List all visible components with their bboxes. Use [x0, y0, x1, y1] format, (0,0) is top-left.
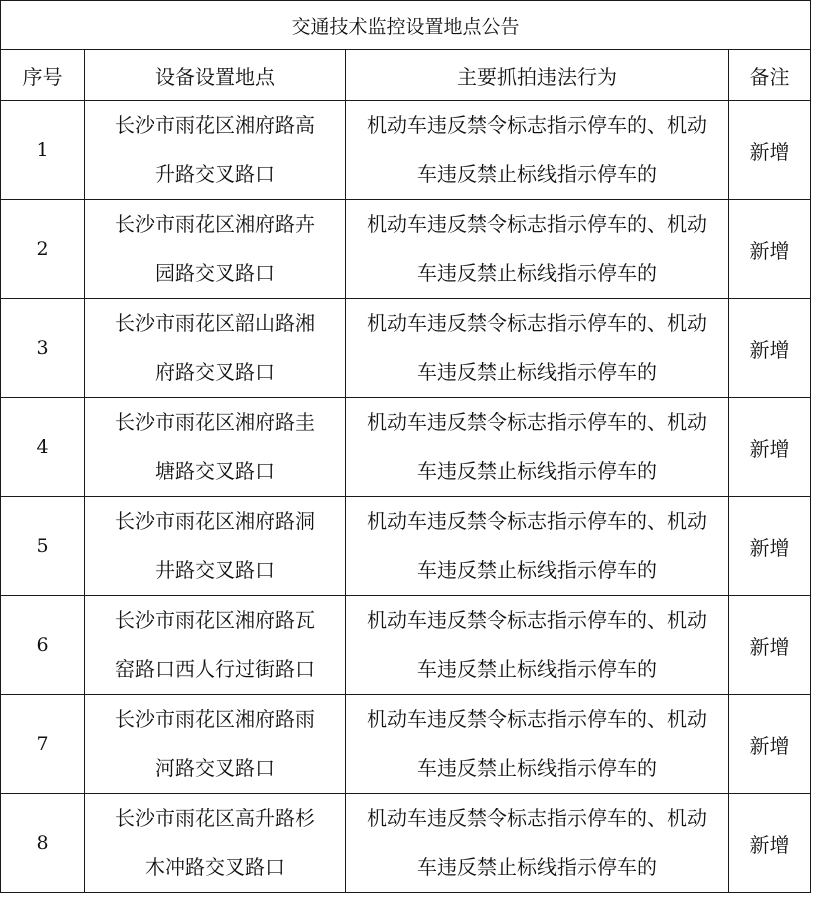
table-row: [1, 794, 811, 893]
location-cell: [85, 497, 346, 596]
seq-cell: 8: [1, 794, 85, 893]
behavior-line: 机动车违反禁令标志指示停车的、机动: [367, 509, 707, 533]
behavior-line: 车违反禁止标线指示停车的: [417, 558, 657, 582]
location-line: 木冲路交叉路口: [145, 855, 285, 879]
behavior-line: 机动车违反禁令标志指示停车的、机动: [367, 806, 707, 830]
table-row: [1, 101, 811, 200]
note-cell: 新增: [729, 398, 811, 497]
location-line: 窑路口西人行过街路口: [115, 657, 315, 681]
header-note: 备注: [729, 50, 811, 101]
location-line: 升路交叉路口: [155, 162, 275, 186]
note-cell: 新增: [729, 794, 811, 893]
location-line: 长沙市雨花区韶山路湘: [115, 311, 315, 335]
location-cell: [85, 398, 346, 497]
location-line: 长沙市雨花区湘府路雨: [115, 707, 315, 731]
behavior-line: 机动车违反禁令标志指示停车的、机动: [367, 410, 707, 434]
location-cell: [85, 794, 346, 893]
location-line: 园路交叉路口: [155, 261, 275, 285]
location-line: 塘路交叉路口: [155, 459, 275, 483]
location-line: 河路交叉路口: [155, 756, 275, 780]
behavior-line: 机动车违反禁令标志指示停车的、机动: [367, 212, 707, 236]
location-line: 长沙市雨花区湘府路圭: [115, 410, 315, 434]
table-title: 交通技术监控设置地点公告: [1, 1, 811, 50]
location-line: 长沙市雨花区高升路杉: [115, 806, 315, 830]
behavior-line: 车违反禁止标线指示停车的: [417, 459, 657, 483]
note-cell: 新增: [729, 497, 811, 596]
seq-cell: 1: [1, 101, 85, 200]
behavior-cell: [346, 398, 729, 497]
table-row: [1, 398, 811, 497]
table-row: [1, 695, 811, 794]
header-row: [1, 50, 811, 101]
behavior-cell: [346, 299, 729, 398]
table-row: [1, 596, 811, 695]
seq-cell: 3: [1, 299, 85, 398]
behavior-cell: [346, 695, 729, 794]
behavior-line: 车违反禁止标线指示停车的: [417, 261, 657, 285]
note-cell: 新增: [729, 596, 811, 695]
behavior-cell: [346, 497, 729, 596]
location-line: 长沙市雨花区湘府路高: [115, 113, 315, 137]
location-line: 长沙市雨花区湘府路卉: [115, 212, 315, 236]
behavior-line: 车违反禁止标线指示停车的: [417, 162, 657, 186]
table-row: [1, 497, 811, 596]
behavior-line: 车违反禁止标线指示停车的: [417, 657, 657, 681]
behavior-line: 机动车违反禁令标志指示停车的、机动: [367, 113, 707, 137]
behavior-cell: [346, 794, 729, 893]
behavior-line: 车违反禁止标线指示停车的: [417, 855, 657, 879]
note-cell: 新增: [729, 299, 811, 398]
note-cell: 新增: [729, 101, 811, 200]
behavior-line: 机动车违反禁令标志指示停车的、机动: [367, 608, 707, 632]
seq-cell: 7: [1, 695, 85, 794]
table-row: [1, 200, 811, 299]
seq-cell: 5: [1, 497, 85, 596]
behavior-cell: [346, 101, 729, 200]
header-location: 设备设置地点: [85, 50, 346, 101]
location-line: 井路交叉路口: [155, 558, 275, 582]
header-seq: 序号: [1, 50, 85, 101]
location-line: 府路交叉路口: [155, 360, 275, 384]
behavior-line: 车违反禁止标线指示停车的: [417, 360, 657, 384]
seq-cell: 6: [1, 596, 85, 695]
note-cell: 新增: [729, 695, 811, 794]
behavior-cell: [346, 200, 729, 299]
seq-cell: 4: [1, 398, 85, 497]
seq-cell: 2: [1, 200, 85, 299]
location-line: 长沙市雨花区湘府路洞: [115, 509, 315, 533]
location-cell: [85, 200, 346, 299]
behavior-line: 机动车违反禁令标志指示停车的、机动: [367, 707, 707, 731]
location-cell: [85, 101, 346, 200]
table-row: [1, 299, 811, 398]
title-row: [1, 1, 811, 50]
location-cell: [85, 695, 346, 794]
behavior-line: 车违反禁止标线指示停车的: [417, 756, 657, 780]
note-cell: 新增: [729, 200, 811, 299]
behavior-line: 机动车违反禁令标志指示停车的、机动: [367, 311, 707, 335]
location-cell: [85, 596, 346, 695]
location-cell: [85, 299, 346, 398]
header-behavior: 主要抓拍违法行为: [346, 50, 729, 101]
location-line: 长沙市雨花区湘府路瓦: [115, 608, 315, 632]
behavior-cell: [346, 596, 729, 695]
